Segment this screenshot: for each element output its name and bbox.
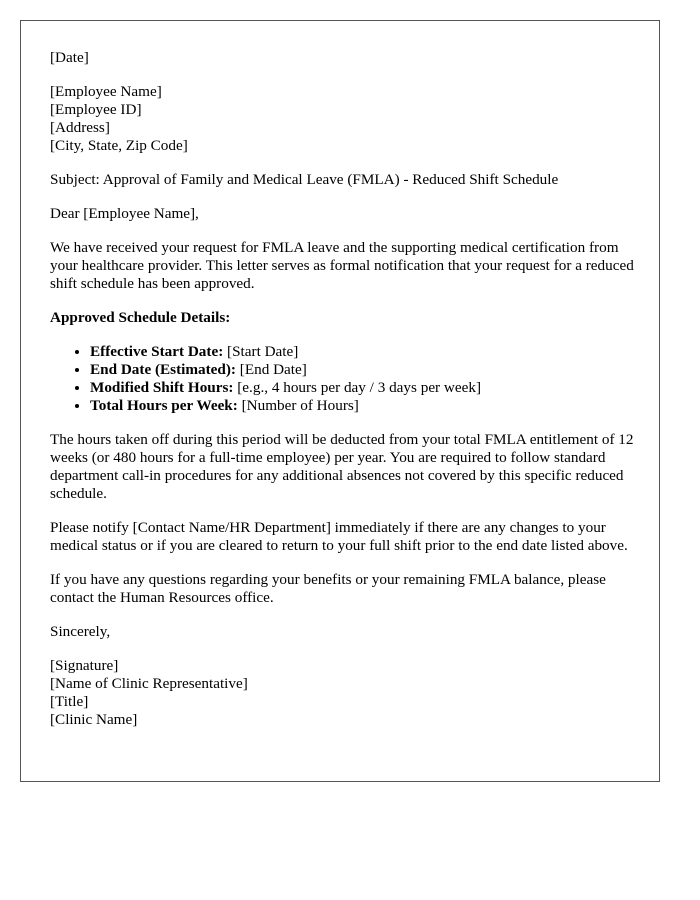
intro-paragraph: We have received your request for FMLA leave and the supporting medical certification from your healthcare provider. This letter serves as formal notification that your request for a reduced shift schedule has been approved. — [50, 239, 634, 292]
clinic-name: [Clinic Name] — [50, 711, 138, 728]
recipient-address: [Address] — [50, 119, 110, 136]
signer-name: [Name of Clinic Representative] — [50, 675, 248, 692]
recipient-id: [Employee ID] — [50, 101, 142, 118]
signature-block — [50, 657, 640, 729]
details-heading: Approved Schedule Details: — [50, 309, 231, 326]
detail-label: Total Hours per Week: — [90, 397, 238, 414]
detail-item-start-date — [90, 343, 640, 361]
detail-value: [Start Date] — [227, 343, 299, 360]
letter-salutation: Dear [Employee Name], — [50, 205, 199, 222]
signature-line: [Signature] — [50, 657, 119, 674]
detail-label: Modified Shift Hours: — [90, 379, 234, 396]
detail-label: Effective Start Date: — [90, 343, 224, 360]
recipient-city-state-zip: [City, State, Zip Code] — [50, 137, 188, 154]
detail-label: End Date (Estimated): — [90, 361, 236, 378]
notify-paragraph: Please notify [Contact Name/HR Department] immediately if there are any changes to your medical status or if you are cleared to return to your full shift prior to the end date listed above. — [50, 519, 628, 554]
questions-paragraph: If you have any questions regarding your benefits or your remaining FMLA balance, please contact the Human Resources office. — [50, 571, 606, 606]
detail-item-shift-hours — [90, 379, 640, 397]
detail-value: [Number of Hours] — [241, 397, 359, 414]
letter-frame — [20, 20, 660, 782]
detail-value: [e.g., 4 hours per day / 3 days per week] — [237, 379, 482, 396]
detail-item-total-hours — [90, 397, 640, 415]
signer-title: [Title] — [50, 693, 89, 710]
schedule-details-list — [50, 343, 640, 415]
detail-item-end-date — [90, 361, 640, 379]
letter-body — [50, 49, 640, 745]
detail-value: [End Date] — [239, 361, 307, 378]
letter-date: [Date] — [50, 49, 89, 66]
letter-subject: Subject: Approval of Family and Medical Leave (FMLA) - Reduced Shift Schedule — [50, 171, 559, 188]
deduction-paragraph: The hours taken off during this period will be deducted from your total FMLA entitlement of 12 weeks (or 480 hours for a full-time employee) per year. You are required to follow standard department call-in procedures for any additional absences not covered by this specific reduced schedule. — [50, 431, 634, 502]
recipient-name: [Employee Name] — [50, 83, 162, 100]
letter-closing: Sincerely, — [50, 623, 111, 640]
recipient-block — [50, 83, 640, 155]
